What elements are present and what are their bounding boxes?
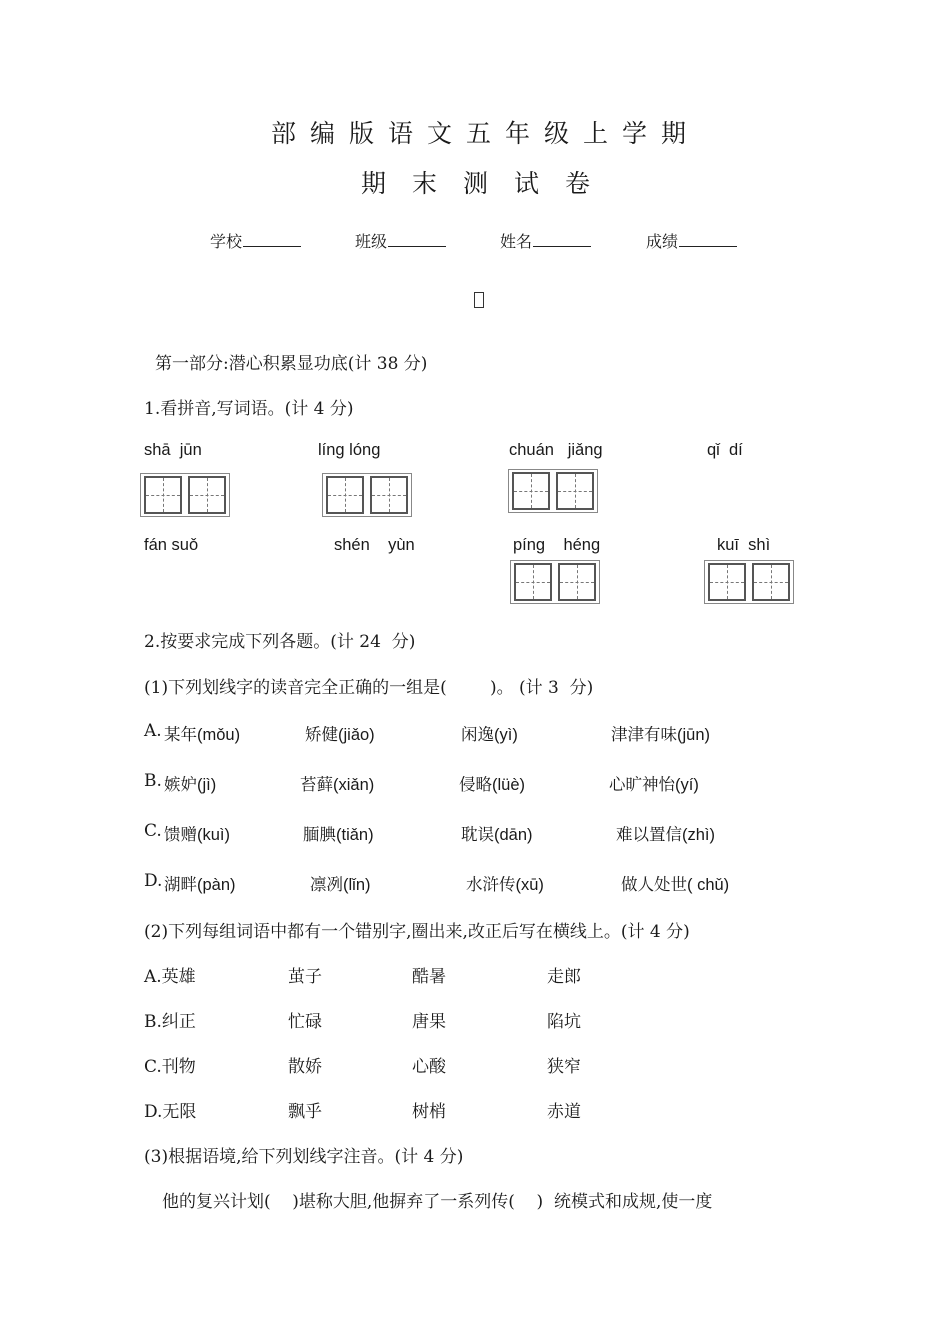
option-b-2: 苔藓(xiǎn) [300,776,375,794]
answer-cell[interactable] [558,563,596,601]
q2-sub3-title: (3)根据语境,给下列划线字注音。(计 4 分) [144,1147,464,1167]
option-c-4: 难以置信(zhì) [616,826,715,844]
answer-grid-1[interactable] [140,473,230,517]
option-a-1: 某年(mǒu) [164,726,241,744]
score-label: 成绩 [646,234,679,251]
option-d-letter: D. [144,871,163,891]
option-c-3: 耽误(dān) [461,826,533,844]
option-b-letter: B. [144,771,162,791]
answer-cell[interactable] [708,563,746,601]
answer-grid-7[interactable] [510,560,600,604]
sub2-d-4: 赤道 [547,1102,581,1122]
q2-sub3-text: 他的复兴计划( )堪称大胆,他摒弃了一系列传( ) 统模式和成规,使一度 [162,1192,713,1212]
score-field[interactable] [646,229,737,252]
class-field[interactable] [355,229,446,252]
sub2-a-4: 走郎 [547,967,581,987]
pinyin-1: shā jūn [144,441,202,459]
title-line-2: 期末测试卷 [361,169,617,198]
option-a-3: 闲逸(yì) [461,726,518,744]
option-c-letter: C. [144,821,162,841]
answer-cell[interactable] [512,472,550,510]
pinyin-2: líng lóng [318,441,381,459]
sub2-b-3: 唐果 [412,1012,446,1032]
option-c-1: 馈赠(kuì) [164,826,230,844]
answer-cell[interactable] [144,476,182,514]
option-d-2: 凛冽(lǐn) [310,876,371,894]
sub2-b-4: 陷坑 [547,1012,581,1032]
option-a-2: 矫健(jiǎo) [305,726,375,744]
sub2-c-4: 狭窄 [547,1057,581,1077]
option-d-1: 湖畔(pàn) [164,876,236,894]
pinyin-4: qǐ dí [707,441,743,459]
answer-grid-8[interactable] [704,560,794,604]
answer-cell[interactable] [370,476,408,514]
sub2-b-1: B.纠正 [144,1012,196,1032]
sub2-d-2: 飘乎 [288,1102,322,1122]
answer-grid-2[interactable] [322,473,412,517]
answer-cell[interactable] [326,476,364,514]
q2-sub2-title: (2)下列每组词语中都有一个错别字,圈出来,改正后写在横线上。(计 4 分) [144,922,690,942]
sub2-c-2: 散娇 [288,1057,322,1077]
name-field[interactable] [500,229,591,252]
pinyin-3: chuán jiǎng [509,441,603,459]
school-field[interactable] [210,229,301,252]
sub2-d-1: D.无限 [144,1102,197,1122]
option-b-4: 心旷神怡(yí) [609,776,699,794]
sub2-a-3: 酷暑 [412,967,446,987]
option-d-3: 水浒传(xū) [466,876,544,894]
option-b-3: 侵略(lüè) [459,776,526,794]
sub2-c-1: C.刊物 [144,1057,196,1077]
answer-cell[interactable] [514,563,552,601]
sub2-b-2: 忙碌 [288,1012,322,1032]
answer-grid-3[interactable] [508,469,598,513]
pinyin-5: fán suǒ [144,536,199,554]
q2-sub1-title: (1)下列划线字的读音完全正确的一组是( )。 (计 3 分) [144,678,594,698]
option-d-4: 做人处世( chǔ) [621,876,730,894]
answer-cell[interactable] [188,476,226,514]
pinyin-6: shén yùn [334,536,415,554]
q2-title: 2.按要求完成下列各题。(计 24 分) [144,632,416,652]
sub2-d-3: 树梢 [412,1102,446,1122]
sub2-c-3: 心酸 [412,1057,446,1077]
option-a-4: 津津有味(jūn) [611,726,711,744]
answer-cell[interactable] [752,563,790,601]
pinyin-7: píng héng [513,536,601,554]
option-c-2: 腼腆(tiǎn) [303,826,374,844]
part1-heading: 第一部分:潜心积累显功底(计 38 分) [155,354,428,374]
class-label: 班级 [355,234,388,251]
school-label: 学校 [210,234,243,251]
q1-title: 1.看拼音,写词语。(计 4 分) [144,399,354,419]
name-label: 姓名 [500,234,533,251]
option-b-1: 嫉妒(jì) [164,776,217,794]
option-a-letter: A. [144,721,162,741]
answer-cell[interactable] [556,472,594,510]
sub2-a-2: 茧子 [288,967,322,987]
title-line-1: 部编版语文五年级上学期 [271,119,701,148]
sub2-a-1: A.英雄 [144,967,196,987]
placeholder-glyph [474,292,484,308]
pinyin-8: kuī shì [717,536,771,554]
